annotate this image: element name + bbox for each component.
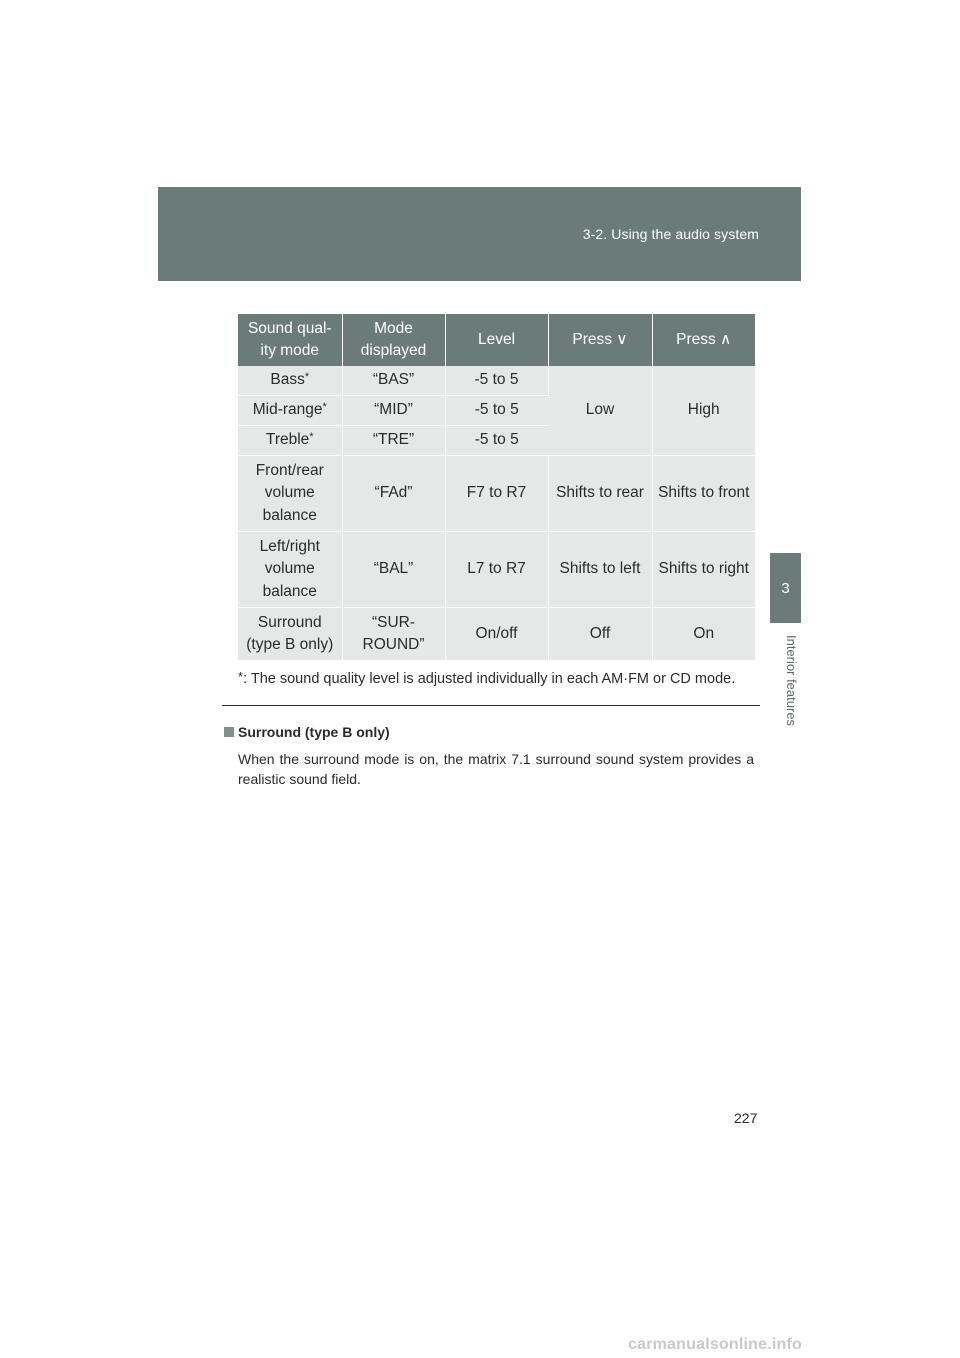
level-cell: -5 to 5	[445, 396, 548, 426]
displayed-cell: “TRE”	[342, 426, 445, 456]
section-title: 3-2. Using the audio system	[582, 226, 759, 242]
press-down-cell: Low	[548, 366, 652, 456]
press-down-cell: Off	[548, 608, 652, 661]
footnote: *: The sound quality level is adjusted individually in each AM·FM or CD mode.	[238, 669, 736, 687]
table-row	[238, 608, 755, 661]
asterisk-mark: *	[322, 401, 327, 414]
asterisk-mark: *	[304, 371, 310, 384]
press-down-cell: Shifts to left	[548, 532, 652, 608]
level-cell: -5 to 5	[445, 366, 548, 396]
displayed-cell: “FAd”	[342, 456, 445, 532]
section-body: When the surround mode is on, the matrix 7.1 surround sound system provides a realistic sound field.	[238, 751, 754, 787]
press-up-cell: Shifts to right	[652, 532, 755, 608]
level-cell: L7 to R7	[445, 532, 548, 608]
table-row	[238, 532, 755, 608]
chapter-tab	[770, 553, 801, 623]
chapter-label: Interior features	[784, 635, 799, 727]
header-mode-displayed: Mode displayed	[342, 314, 445, 366]
displayed-cell: “MID”	[342, 396, 445, 426]
mode-cell: Left/right volume balance	[238, 532, 342, 608]
press-up-cell: Shifts to front	[652, 456, 755, 532]
table-header-row	[238, 314, 755, 366]
asterisk-mark: *	[238, 669, 244, 684]
press-up-cell: High	[652, 366, 755, 456]
mode-cell: Bass*	[238, 366, 342, 396]
displayed-cell: “SUR- ROUND”	[342, 608, 445, 661]
press-down-cell: Shifts to rear	[548, 456, 652, 532]
mode-cell: Front/rear volume balance	[238, 456, 342, 532]
table-row	[238, 456, 755, 532]
page-number: 227	[734, 1110, 758, 1126]
mode-cell: Treble*	[238, 426, 342, 456]
header-level: Level	[445, 314, 548, 366]
table-row	[238, 366, 755, 396]
section-heading: Surround (type B only)	[224, 724, 390, 740]
watermark: carmanualsonline.info	[628, 1336, 803, 1353]
mode-cell: Mid-range*	[238, 396, 342, 426]
asterisk-mark: *	[309, 431, 314, 444]
divider	[222, 705, 760, 706]
square-bullet-icon	[224, 727, 234, 737]
sound-quality-table	[238, 314, 755, 661]
mode-cell: Surround (type B only)	[238, 608, 342, 661]
header-sound-quality-mode: Sound qual- ity mode	[238, 314, 342, 366]
header-bar	[158, 187, 801, 281]
displayed-cell: “BAL”	[342, 532, 445, 608]
header-press-down: Press ∨	[548, 314, 652, 366]
chapter-number: 3	[781, 579, 790, 597]
press-up-cell: On	[652, 608, 755, 661]
displayed-cell: “BAS”	[342, 366, 445, 396]
level-cell: -5 to 5	[445, 426, 548, 456]
level-cell: On/off	[445, 608, 548, 661]
level-cell: F7 to R7	[445, 456, 548, 532]
header-press-up: Press ∧	[652, 314, 755, 366]
